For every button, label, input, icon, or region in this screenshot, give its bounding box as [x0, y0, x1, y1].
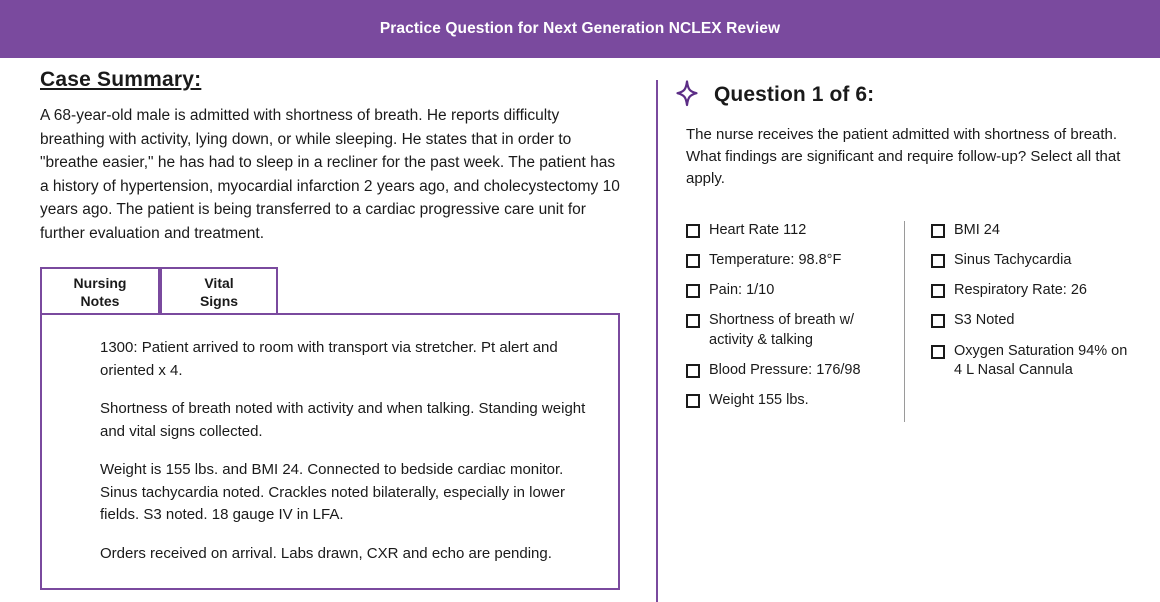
- option-label: Sinus Tachycardia: [954, 251, 1072, 268]
- nursing-note-paragraph: Shortness of breath noted with activity and when talking. Standing weight and vital signs collected.: [100, 400, 586, 440]
- option-row[interactable]: [686, 361, 880, 380]
- option-label: Shortness of breath w/ activity & talking: [709, 312, 855, 348]
- checkbox-icon[interactable]: [686, 224, 700, 238]
- option-label: Blood Pressure: 176/98: [709, 361, 861, 378]
- option-row[interactable]: [931, 342, 1134, 381]
- option-label: Oxygen Saturation 94% on 4 L Nasal Cannula: [954, 342, 1128, 378]
- answer-options-column-left: [686, 221, 896, 422]
- question-panel: [672, 80, 1140, 422]
- option-label: Weight 155 lbs.: [709, 392, 809, 409]
- checkbox-icon[interactable]: [686, 364, 700, 378]
- tab-nursing-notes-line1: Nursing: [73, 275, 127, 292]
- column-divider: [656, 80, 658, 602]
- header-bar: [0, 0, 1160, 58]
- option-label: Respiratory Rate: 26: [954, 282, 1087, 299]
- checkbox-icon[interactable]: [931, 314, 945, 328]
- nursing-notes-panel: [40, 313, 620, 590]
- checkbox-icon[interactable]: [931, 345, 945, 359]
- option-row[interactable]: [686, 311, 880, 350]
- option-row[interactable]: [686, 221, 880, 240]
- question-title: Question 1 of 6:: [714, 83, 875, 106]
- option-row[interactable]: [686, 391, 880, 410]
- tab-vital-signs-line1: Vital: [204, 275, 234, 292]
- option-label: BMI 24: [954, 221, 1000, 238]
- checkbox-icon[interactable]: [686, 284, 700, 298]
- option-row[interactable]: [931, 281, 1134, 300]
- nursing-note-paragraph: Weight is 155 lbs. and BMI 24. Connected to bedside cardiac monitor. Sinus tachycardia noted. Crackles noted bilaterally, especially in lower fields. S3 noted. 18 gauge IV in LFA.: [100, 461, 565, 524]
- case-summary-title: Case Summary:: [40, 68, 202, 91]
- tab-nursing-notes[interactable]: [40, 267, 160, 315]
- option-row[interactable]: [931, 251, 1134, 270]
- tab-vital-signs[interactable]: [160, 267, 278, 315]
- question-header: [672, 80, 1140, 110]
- case-panel: [40, 68, 640, 590]
- checkbox-icon[interactable]: [931, 224, 945, 238]
- checkbox-icon[interactable]: [686, 314, 700, 328]
- page-content: [0, 58, 1160, 602]
- checkbox-icon[interactable]: [686, 394, 700, 408]
- checkbox-icon[interactable]: [931, 254, 945, 268]
- tab-bar: [40, 267, 640, 313]
- option-label: S3 Noted: [954, 312, 1015, 329]
- option-row[interactable]: [686, 281, 880, 300]
- answer-options-column-right: [904, 221, 1134, 422]
- case-summary-text: A 68-year-old male is admitted with shortness of breath. He reports difficulty breathing with activity, lying down, or while sleeping. He states that in order to "breathe easier," he has had to sleep in a recliner for the past week. The patient has a history of hypertension, myocardial infarction 2 years ago, and cholecystectomy 10 years ago. The patient is being transferred to a cardiac progressive care unit for further evaluation and treatment.: [40, 107, 620, 242]
- star-icon: [672, 80, 702, 110]
- checkbox-icon[interactable]: [686, 254, 700, 268]
- option-row[interactable]: [686, 251, 880, 270]
- checkbox-icon[interactable]: [931, 284, 945, 298]
- question-stem: The nurse receives the patient admitted with shortness of breath. What findings are significant and require follow-up? Select all that apply.: [686, 126, 1121, 188]
- answer-options: [686, 221, 1140, 422]
- option-row[interactable]: [931, 311, 1134, 330]
- tab-nursing-notes-line2: Notes: [80, 292, 120, 309]
- option-label: Pain: 1/10: [709, 282, 775, 299]
- tab-vital-signs-line2: Signs: [199, 292, 239, 309]
- option-row[interactable]: [931, 221, 1134, 240]
- header-title: Practice Question for Next Generation NCLEX Review: [379, 20, 781, 37]
- nursing-note-paragraph: Orders received on arrival. Labs drawn, CXR and echo are pending.: [100, 544, 552, 562]
- nursing-note-paragraph: 1300: Patient arrived to room with transport via stretcher. Pt alert and oriented x 4.: [100, 339, 558, 379]
- option-label: Temperature: 98.8°F: [709, 251, 842, 268]
- option-label: Heart Rate 112: [709, 221, 807, 238]
